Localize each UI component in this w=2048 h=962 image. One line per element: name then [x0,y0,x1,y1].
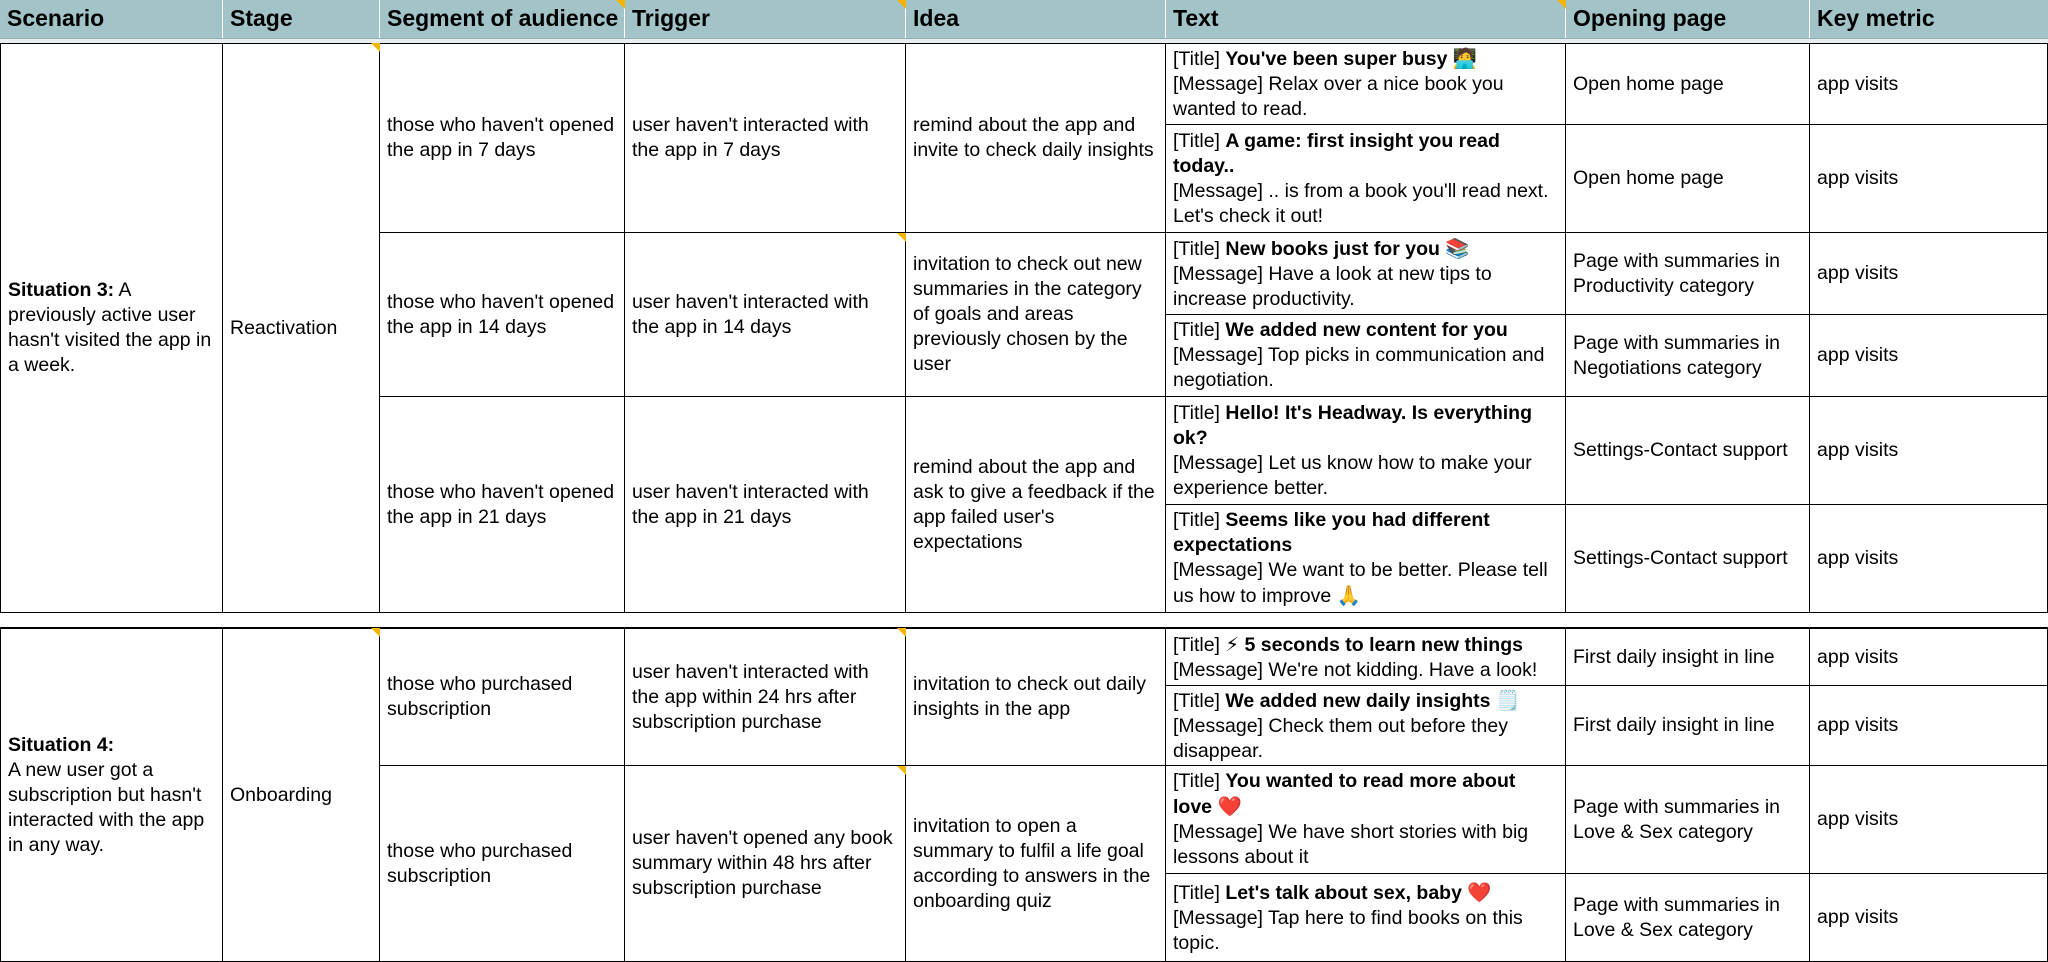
notification-title: A game: first insight you read today.. [1173,129,1500,177]
opening-page-text: Settings-Contact support [1573,439,1788,461]
key-metric-text: app visits [1817,645,1899,668]
message-tag: [Message] [1173,344,1263,366]
notification-title-line [1173,769,1558,820]
comment-marker[interactable] [897,766,906,775]
comment-marker[interactable] [616,0,625,9]
idea-text: remind about the app and ask to give a feedback if the app failed user's expectations [913,455,1155,553]
segment-cell[interactable] [380,628,625,766]
stage-cell[interactable] [223,628,380,962]
message-tag: [Message] [1173,451,1263,474]
header-stage[interactable]: Stage [223,0,380,38]
notification-title: New books just for you [1225,237,1440,260]
title-tag: [Title] [1173,509,1220,531]
title-tag: [Title] [1173,689,1220,712]
trigger-text: user haven't opened any book summary within 48 hrs after subscription purchase [632,827,893,899]
trigger-cell[interactable] [625,397,906,613]
idea-cell[interactable] [906,43,1166,233]
title-tag: [Title] [1173,48,1220,70]
key-metric-cell[interactable] [1810,125,2048,233]
notification-message-line [1173,179,1558,229]
header-row [0,0,2048,39]
key-metric-cell[interactable] [1810,397,2048,505]
title-tag: [Title] [1173,881,1220,904]
notification-message-line [1173,820,1558,870]
opening-page-text: Open home page [1573,72,1724,95]
message-tag: [Message] [1173,559,1263,581]
opening-page-text: Open home page [1573,167,1724,189]
header-key-metric[interactable]: Key metric [1817,5,1935,31]
opening-page-text: Page with summaries in Love & Sex category [1573,893,1780,941]
title-tag: [Title] [1173,401,1220,424]
key-metric-text: app visits [1817,262,1899,284]
stage-label: Reactivation [230,316,338,339]
stage-cell[interactable] [223,43,380,613]
key-metric-text: app visits [1817,167,1899,189]
notification-text-cell[interactable] [1166,315,1566,397]
trigger-cell[interactable] [625,43,906,233]
notification-message: Tap here to find books on this topic. [1173,906,1523,954]
notification-title: Hello! It's Headway. Is everything ok? [1173,401,1532,449]
idea-cell[interactable] [906,233,1166,397]
key-metric-text: app visits [1817,547,1899,569]
notification-message: We have short stories with big lessons about it [1173,821,1529,868]
notification-title: Let's talk about sex, baby [1225,881,1462,904]
notification-text-cell[interactable] [1166,766,1566,874]
notification-title-line [1173,632,1558,658]
opening-page-text: Page with summaries in Productivity category [1573,249,1780,297]
opening-page-cell[interactable] [1566,874,1810,962]
lightning-icon: ⚡ [1225,632,1240,656]
notification-title: 5 seconds to learn new things [1244,633,1523,656]
scenario-cell[interactable] [0,628,223,962]
key-metric-cell[interactable] [1810,874,2048,962]
notification-message: Check them out before they disappear. [1173,714,1508,762]
segment-cell[interactable] [380,766,625,962]
key-metric-cell[interactable] [1810,505,2048,613]
notification-message-line [1173,262,1558,312]
opening-page-text: Page with summaries in Love & Sex category [1573,795,1780,843]
notification-title-line [1173,46,1558,72]
scenario-text [8,733,215,858]
scenario-label: Situation 4: [8,733,115,756]
notification-message-line [1173,906,1558,956]
idea-text: remind about the app and invite to check daily insights [913,114,1154,161]
idea-cell[interactable] [906,766,1166,962]
idea-text: invitation to check out new summaries in the category of goals and areas previously chosen by the user [913,253,1142,375]
key-metric-cell[interactable] [1810,628,2048,686]
opening-page-cell[interactable] [1566,125,1810,233]
idea-cell[interactable] [906,397,1166,613]
notification-title-line [1173,688,1558,714]
opening-page-text: First daily insight in line [1573,714,1775,736]
key-metric-cell[interactable] [1810,315,2048,397]
notification-message-line [1173,558,1558,609]
trigger-cell[interactable] [625,628,906,766]
segment-text: those who purchased subscription [387,673,573,720]
notification-text-cell[interactable] [1166,686,1566,766]
key-metric-cell[interactable] [1810,766,2048,874]
notification-message-line [1173,72,1558,122]
message-tag: [Message] [1173,262,1263,285]
header-trigger[interactable]: Trigger [625,0,906,38]
opening-page-cell[interactable] [1566,766,1810,874]
scenario-description: A previously active user hasn't visited the app in a week. [8,279,212,376]
idea-text: invitation to check out daily insights in the app [913,673,1147,720]
key-metric-text: app visits [1817,808,1899,830]
notification-title-line [1173,401,1558,451]
title-tag: [Title] [1173,237,1220,260]
opening-page-cell[interactable] [1566,315,1810,397]
opening-page-cell[interactable] [1566,43,1810,125]
segment-text: those who haven't opened the app in 14 days [387,290,615,338]
idea-text: invitation to open a summary to fulfil a life goal according to answers in the onboarding quiz [913,814,1151,912]
comment-marker[interactable] [371,628,380,637]
segment-cell[interactable] [380,43,625,233]
comment-marker[interactable] [897,628,906,637]
stage-label: Onboarding [230,783,332,806]
comment-marker[interactable] [897,233,906,242]
message-tag: [Message] [1173,821,1263,843]
emoji-icon: 🧑‍💻 [1452,47,1478,70]
comment-marker[interactable] [897,0,906,9]
notification-text-cell[interactable] [1166,125,1566,233]
key-metric-text: app visits [1817,72,1899,95]
emoji-icon: ❤️ [1467,880,1492,904]
header-idea[interactable]: Idea [906,0,1166,38]
header-text[interactable]: Text [1166,0,1566,38]
segment-text: those who purchased subscription [387,839,573,887]
notification-title: You've been super busy [1225,48,1448,70]
notification-text-cell[interactable] [1166,505,1566,613]
trigger-cell[interactable] [625,766,906,962]
notification-title-line [1173,880,1558,906]
message-tag: [Message] [1173,73,1263,95]
key-metric-cell[interactable] [1810,233,2048,315]
header-segment[interactable]: Segment of audience [380,0,625,38]
notification-message: .. is from a book you'll read next. Let's check it out! [1173,179,1549,227]
notification-message: Top picks in communication and negotiation. [1173,344,1545,391]
key-metric-text: app visits [1817,714,1899,736]
header-opening-page[interactable]: Opening page [1566,0,1810,38]
opening-page-cell[interactable] [1566,233,1810,315]
notification-message-line [1173,658,1558,683]
notification-message-line [1173,451,1558,501]
message-tag: [Message] [1173,714,1263,737]
header-scenario[interactable]: Scenario [0,0,223,38]
notification-title: You wanted to read more about love [1173,770,1516,818]
segment-text: those who haven't opened the app in 21 days [387,480,615,528]
notification-message: We want to be better. Please tell us how to improve [1173,559,1548,607]
comment-marker[interactable] [1557,0,1566,9]
notification-message-line [1173,714,1558,764]
title-tag: [Title] [1173,129,1220,152]
title-tag: [Title] [1173,633,1220,656]
notification-message: Relax over a nice book you wanted to read. [1173,73,1504,120]
notification-message: Let us know how to make your experience better. [1173,451,1532,499]
emoji-icon: 🗒️ [1495,688,1521,712]
message-tag: [Message] [1173,658,1263,681]
praying-hands-icon: 🙏 [1336,584,1361,607]
notification-title-line [1173,129,1558,179]
notification-title-line [1173,318,1558,343]
title-tag: [Title] [1173,770,1220,792]
notification-title-line [1173,236,1558,262]
opening-page-text: Page with summaries in Negotiations category [1573,331,1780,379]
trigger-text: user haven't interacted with the app within 24 hrs after subscription purchase [632,660,869,733]
notification-text-cell[interactable] [1166,233,1566,315]
notification-text-cell[interactable] [1166,628,1566,686]
opening-page-cell[interactable] [1566,628,1810,686]
segment-text: those who haven't opened the app in 7 days [387,114,615,161]
notification-title: We added new daily insights [1225,689,1491,712]
idea-cell[interactable] [906,628,1166,766]
notification-text-cell[interactable] [1166,43,1566,125]
key-metric-text: app visits [1817,906,1899,928]
opening-page-cell[interactable] [1566,686,1810,766]
trigger-text: user haven't interacted with the app in 7 days [632,114,869,161]
trigger-cell[interactable] [625,233,906,397]
opening-page-text: Settings-Contact support [1573,547,1788,569]
trigger-text: user haven't interacted with the app in 14 days [632,290,869,338]
emoji-icon: 📚 [1445,236,1470,260]
notification-title-line [1173,508,1558,558]
key-metric-text: app visits [1817,344,1899,366]
notification-message-line [1173,343,1558,393]
key-metric-cell[interactable] [1810,686,2048,766]
title-tag: [Title] [1173,319,1220,341]
scenario-description: A new user got a subscription but hasn't interacted with the app in any way. [8,758,205,856]
notification-text-cell[interactable] [1166,874,1566,962]
scenario-text [8,278,215,378]
scenario-label: Situation 3: [8,279,115,301]
notification-message: Have a look at new tips to increase productivity. [1173,262,1492,310]
trigger-text: user haven't interacted with the app in 21 days [632,480,869,528]
notification-title: We added new content for you [1225,319,1508,341]
emoji-icon: ❤️ [1217,795,1242,818]
notification-text-cell[interactable] [1166,397,1566,505]
segment-cell[interactable] [380,233,625,397]
key-metric-cell[interactable] [1810,43,2048,125]
opening-page-cell[interactable] [1566,397,1810,505]
opening-page-text: First daily insight in line [1573,645,1775,668]
message-tag: [Message] [1173,906,1263,929]
comment-marker[interactable] [371,43,380,52]
segment-cell[interactable] [380,397,625,613]
scenario-cell[interactable] [0,43,223,613]
notification-message: We're not kidding. Have a look! [1268,658,1538,681]
key-metric-text: app visits [1817,439,1899,461]
message-tag: [Message] [1173,179,1263,202]
section-gap [0,614,2048,628]
opening-page-cell[interactable] [1566,505,1810,613]
notification-title: Seems like you had different expectations [1173,509,1490,556]
